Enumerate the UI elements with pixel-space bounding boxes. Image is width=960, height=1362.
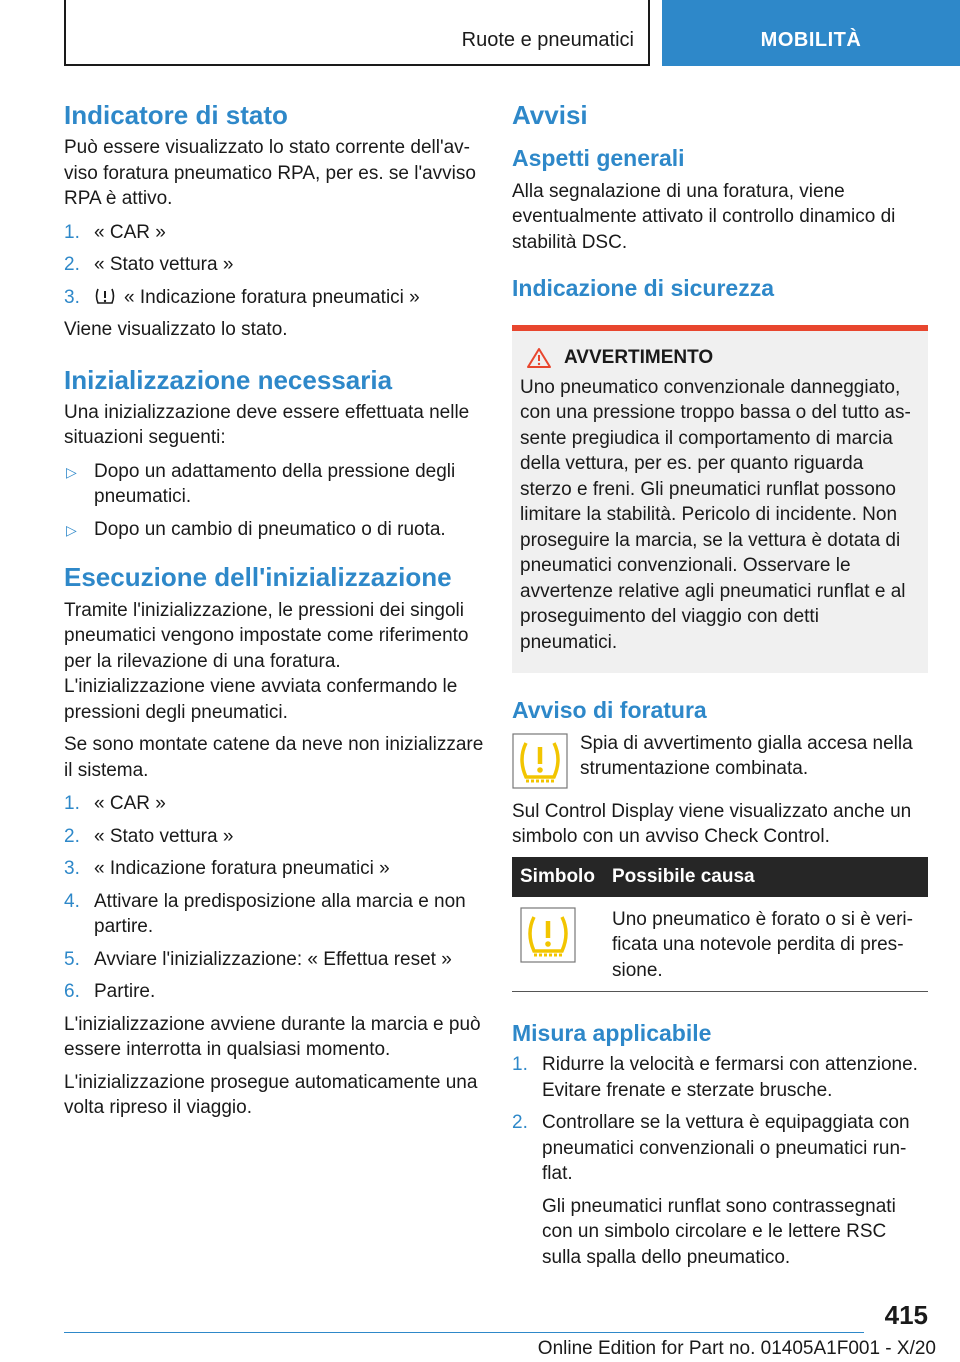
right-column bbox=[512, 100, 928, 1277]
heading-aspetti-generali: Aspetti generali bbox=[512, 145, 685, 172]
tire-pressure-warning-icon bbox=[512, 733, 568, 789]
table-header-row bbox=[512, 857, 928, 897]
paragraph-spia: Spia di avvertimento gialla accesa nella strumentazione combinata. bbox=[580, 732, 913, 780]
triangle-bullet-icon: ▷ bbox=[66, 463, 77, 480]
warning-title: AVVERTIMENTO bbox=[526, 347, 916, 369]
table-cell-symbol bbox=[512, 897, 604, 992]
paragraph-prosegue: L'inizializzazione prosegue automaticamente una volta ripreso il viaggio. bbox=[64, 1071, 478, 1119]
heading-sicurezza: Indicazione di sicurezza bbox=[512, 275, 775, 302]
footer-divider bbox=[64, 1332, 864, 1333]
list-item: 3. « Indicazione foratura pneumatici » bbox=[64, 286, 420, 308]
paragraph-runflat: Gli pneumatici runflat sono contrassegnati con un simbolo circolare e le lettere RSC sulla spalla dello pneumatico. bbox=[542, 1195, 896, 1268]
chapter-tab-label: MOBILITÀ bbox=[760, 29, 862, 51]
paragraph-inizializzazione: Una inizializzazione deve essere effettuata nelle situazioni seguenti: bbox=[64, 401, 470, 449]
heading-inizializzazione: Inizializzazione necessaria bbox=[64, 364, 393, 395]
list-item: ▷ Dopo un cambio di pneumatico o di ruota. bbox=[64, 517, 484, 543]
list-item: 5. Avviare l'inizializzazione: « Effettua reset » bbox=[64, 948, 452, 970]
tire-pressure-warning-icon bbox=[520, 907, 576, 963]
list-item: 2. « Stato vettura » bbox=[64, 825, 234, 847]
heading-misura: Misura applicabile bbox=[512, 1020, 712, 1047]
steps-list-init bbox=[64, 791, 484, 1005]
list-item: 3. « Indicazione foratura pneumatici » bbox=[64, 858, 390, 880]
table-cell-causa: Uno pneumatico è forato o si è verificata una notevole perdita di pressione. bbox=[604, 897, 928, 992]
page-number: 415 bbox=[884, 1300, 928, 1330]
paragraph-stato: Può essere visualizzato lo stato corrente dell'avviso foratura pneumatico RPA, per es. se l'avviso RPA è attivo. bbox=[64, 137, 476, 210]
warning-box bbox=[512, 325, 928, 674]
paragraph-aspetti-generali: Alla segnalazione di una foratura, viene eventualmente attivato il controllo dinamico di stabilità DSC. bbox=[512, 180, 896, 253]
list-item: ▷ Dopo un adattamento della pressione degli pneumatici. bbox=[66, 460, 456, 508]
symbol-table bbox=[512, 857, 928, 993]
list-item: 1. Ridurre la velocità e fermarsi con attenzione. Evitare frenate e sterzate brusche. bbox=[512, 1054, 918, 1101]
section-title: Ruote e pneumatici bbox=[461, 29, 634, 51]
paragraph-visualizzato: Viene visualizzato lo stato. bbox=[64, 319, 288, 341]
heading-avviso-foratura: Avviso di foratura bbox=[512, 697, 707, 724]
table-header-simbolo: Simbolo bbox=[512, 857, 604, 897]
list-item: 2. Controllare se la vettura è equipaggiata con pneumatici convenzionali o pneumatici runflat. bbox=[512, 1112, 910, 1185]
left-column bbox=[64, 100, 484, 1128]
footer-edition: Online Edition for Part no. 01405A1F001 - X/20 bbox=[537, 1338, 936, 1359]
paragraph-esecuzione-2: Se sono montate catene da neve non inizializzare il sistema. bbox=[64, 734, 484, 781]
warning-triangle-icon bbox=[526, 347, 552, 369]
steps-list-status bbox=[64, 220, 484, 311]
situations-list bbox=[64, 459, 484, 543]
list-item: 2. « Stato vettura » bbox=[64, 254, 234, 276]
indicator-row bbox=[512, 731, 928, 789]
paragraph-control-display: Sul Control Display viene visualizzato anche un simbolo con un avviso Check Control. bbox=[512, 800, 912, 848]
paragraph-esecuzione-1: Tramite l'inizializzazione, le pressioni dei singoli pneumatici vengono impostate come riferimento per la rilevazione di una foratura. L'inizializzazione viene avviata confermando le pressioni degli pneumatici. bbox=[64, 599, 469, 723]
list-item: 4. Attivare la predisposizione alla marcia e non partire. bbox=[64, 890, 466, 938]
heading-avvisi: Avvisi bbox=[512, 100, 588, 130]
tire-pressure-icon bbox=[94, 287, 116, 307]
heading-indicatore-stato: Indicatore di stato bbox=[64, 100, 288, 130]
table-header-causa: Possibile causa bbox=[604, 857, 928, 897]
list-item: 1. « CAR » bbox=[64, 793, 166, 815]
paragraph-durante: L'inizializzazione avviene durante la marcia e può essere interrotta in qualsiasi momento. bbox=[64, 1013, 481, 1061]
list-item: 1. « CAR » bbox=[64, 221, 166, 243]
heading-esecuzione: Esecuzione dell'inizializzazione bbox=[64, 562, 452, 593]
chapter-tab[interactable] bbox=[662, 0, 960, 66]
triangle-bullet-icon: ▷ bbox=[66, 521, 77, 538]
steps-list-misura bbox=[512, 1052, 928, 1187]
warning-text: Uno pneumatico convenzionale danneggiato, con una pressione troppo bassa o del tutto assente pregiudica il comportamento di marcia della vettura, per es. per quanto riguarda sterzo e freni. Gli pneumatici runflat possono limitare la stabilità. Pericolo di incidente. Non proseguire la marcia, se la vettura è dotata di pneumatici convenzionali. Osservare le avvertenze relative agli pneumatici runflat e al proseguimento del viaggio con detti pneumatici. bbox=[520, 376, 911, 653]
header-frame bbox=[64, 0, 650, 66]
list-item: 6. Partire. bbox=[64, 981, 156, 1003]
table-row bbox=[512, 897, 928, 992]
